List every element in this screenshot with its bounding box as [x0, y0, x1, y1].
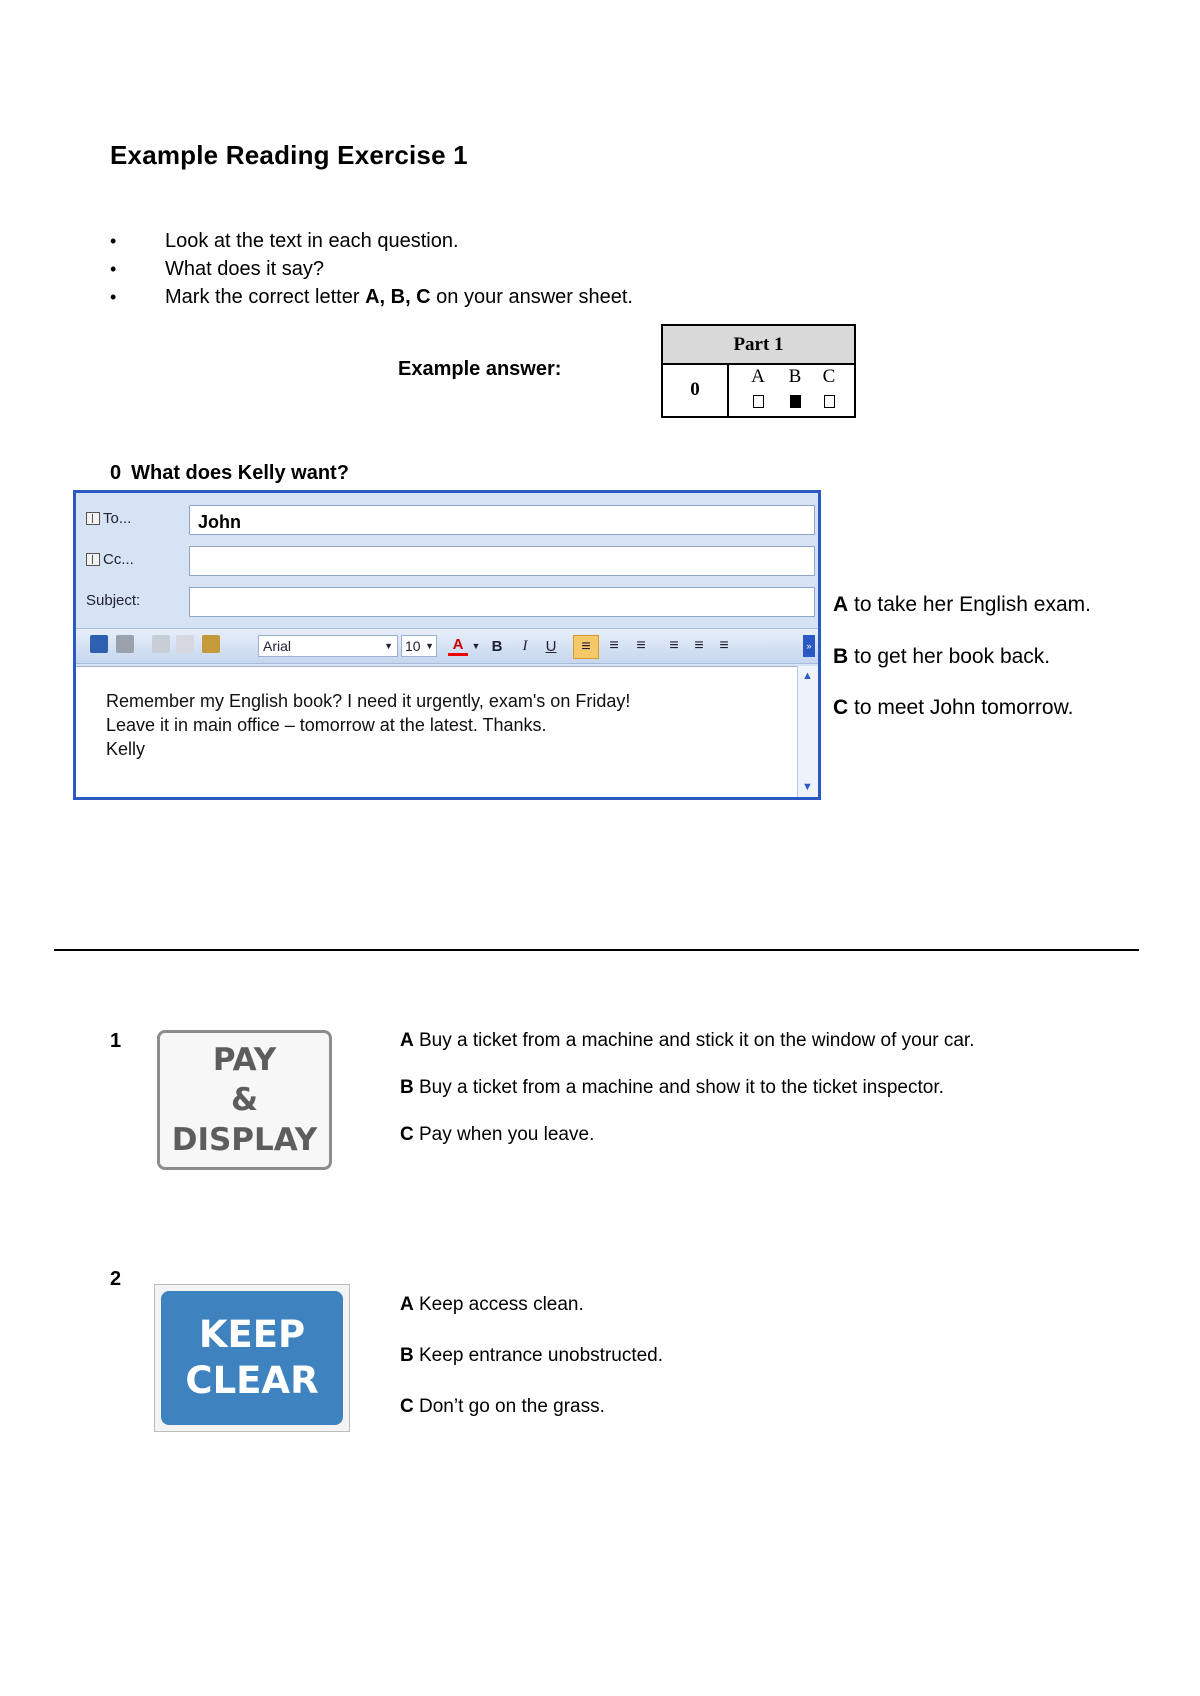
option-text: Don’t go on the grass.	[413, 1396, 605, 1417]
option-letter: A	[833, 593, 849, 616]
font-select[interactable]	[258, 635, 398, 657]
font-color-icon[interactable]: A	[448, 635, 468, 656]
answer-option-letter: C	[822, 366, 836, 387]
scroll-up-icon[interactable]: ▲	[802, 670, 813, 682]
sign-line: CLEAR	[185, 1359, 319, 1402]
chevron-down-icon: ▼	[425, 641, 434, 651]
address-book-icon	[86, 553, 100, 566]
instruction-letters: A, B, C	[365, 286, 431, 308]
instruction-text: on your answer sheet.	[430, 286, 633, 308]
bold-icon[interactable]: B	[491, 637, 503, 655]
scroll-down-icon[interactable]: ▼	[802, 781, 813, 793]
instruction-item	[110, 283, 633, 311]
option-text: to take her English exam.	[848, 593, 1091, 616]
message-text	[106, 689, 630, 761]
toolbar-options-icon[interactable]: »	[803, 635, 815, 657]
chevron-down-icon[interactable]: ▼	[471, 641, 481, 651]
cc-button[interactable]	[86, 551, 134, 568]
save-icon[interactable]	[90, 635, 108, 653]
option-text: Buy a ticket from a machine and show it to the ticket inspector.	[413, 1077, 944, 1098]
bulleted-list-icon[interactable]: ≡	[694, 637, 704, 654]
subject-field[interactable]	[189, 587, 815, 617]
align-left-icon[interactable]: ≡	[573, 635, 599, 659]
sign-line: &	[230, 1082, 259, 1118]
instruction-text: Mark the correct letter	[165, 286, 366, 308]
question-number: 2	[110, 1268, 122, 1290]
align-right-icon[interactable]: ≡	[636, 637, 646, 654]
sign-line: PAY	[212, 1042, 277, 1078]
question-1-option-c	[400, 1124, 594, 1146]
pay-and-display-sign	[157, 1030, 332, 1170]
to-label: To...	[103, 510, 132, 527]
vertical-scrollbar[interactable]	[797, 666, 818, 797]
instruction-text: Look at the text in each question.	[165, 230, 459, 252]
option-text: Buy a ticket from a machine and stick it on the window of your car.	[413, 1030, 975, 1051]
answer-sheet-question-number: 0	[663, 363, 729, 416]
example-answer-label: Example answer:	[398, 358, 562, 380]
chevron-down-icon: ▼	[384, 641, 393, 651]
instruction-list	[110, 227, 633, 311]
example-question-text: What does Kelly want?	[131, 462, 349, 484]
option-letter: A	[400, 1294, 414, 1315]
option-letter: B	[400, 1077, 414, 1098]
print-icon[interactable]	[116, 635, 134, 653]
question-1-option-a	[400, 1030, 975, 1052]
example-question-number: 0	[110, 462, 122, 484]
option-letter: C	[400, 1396, 414, 1417]
answer-checkbox-b[interactable]	[790, 395, 801, 408]
address-book-icon	[86, 512, 100, 525]
font-size-select[interactable]	[401, 635, 437, 657]
option-text: Keep entrance unobstructed.	[413, 1345, 664, 1366]
keep-clear-sign	[161, 1291, 343, 1425]
answer-sheet-header: Part 1	[663, 326, 854, 365]
to-button[interactable]	[86, 510, 131, 527]
option-text: to get her book back.	[848, 645, 1051, 668]
message-body[interactable]	[76, 666, 802, 798]
to-field[interactable]: John	[189, 505, 815, 535]
indent-icon[interactable]: ≡	[719, 637, 729, 654]
option-text: Keep access clean.	[413, 1294, 584, 1315]
answer-checkbox-a[interactable]	[753, 395, 764, 408]
font-size-value: 10	[405, 638, 421, 654]
question-number: 1	[110, 1030, 122, 1052]
answer-checkbox-c[interactable]	[824, 395, 835, 408]
option-letter: B	[833, 645, 849, 668]
cc-field[interactable]	[189, 546, 815, 576]
answer-option-letter: B	[788, 366, 802, 387]
question-1-option-b	[400, 1077, 944, 1099]
instruction-text: What does it say?	[165, 258, 324, 280]
subject-label: Subject:	[86, 592, 141, 609]
question-2-option-a	[400, 1294, 584, 1316]
example-option-a	[833, 593, 1091, 617]
answer-sheet-example	[661, 324, 856, 418]
option-letter: A	[400, 1030, 414, 1051]
align-center-icon[interactable]: ≡	[609, 637, 619, 654]
example-option-b	[833, 645, 1050, 669]
paste-icon[interactable]	[202, 635, 220, 653]
option-text: to meet John tomorrow.	[848, 696, 1074, 719]
option-letter: C	[833, 696, 849, 719]
section-divider	[54, 949, 1139, 951]
keep-clear-sign-frame	[154, 1284, 350, 1432]
formatting-toolbar	[76, 628, 818, 664]
email-compose-window	[73, 490, 821, 800]
italic-icon[interactable]: I	[522, 637, 528, 654]
answer-option-letter: A	[751, 366, 765, 387]
cc-row	[76, 543, 818, 579]
example-question	[110, 462, 349, 485]
instruction-item	[110, 227, 633, 255]
cut-icon[interactable]	[152, 635, 170, 653]
question-2-option-b	[400, 1345, 663, 1367]
option-letter: B	[400, 1345, 414, 1366]
numbered-list-icon[interactable]: ≡	[669, 637, 679, 654]
page-title: Example Reading Exercise 1	[110, 140, 468, 170]
cc-label: Cc...	[103, 551, 134, 568]
example-option-c	[833, 696, 1073, 720]
font-name: Arial	[263, 638, 292, 654]
option-letter: C	[400, 1124, 414, 1145]
sign-line: KEEP	[198, 1313, 306, 1356]
underline-icon[interactable]: U	[545, 637, 557, 655]
message-line: Leave it in main office – tomorrow at the latest. Thanks.	[106, 715, 547, 735]
instruction-item	[110, 255, 633, 283]
subject-row	[76, 584, 818, 620]
option-text: Pay when you leave.	[413, 1124, 595, 1145]
message-line: Remember my English book? I need it urgently, exam's on Friday!	[106, 691, 631, 711]
sign-line: DISPLAY	[171, 1122, 318, 1158]
copy-icon[interactable]	[176, 635, 194, 653]
question-2-option-c	[400, 1396, 605, 1418]
message-line: Kelly	[106, 739, 146, 759]
to-row	[76, 502, 818, 538]
